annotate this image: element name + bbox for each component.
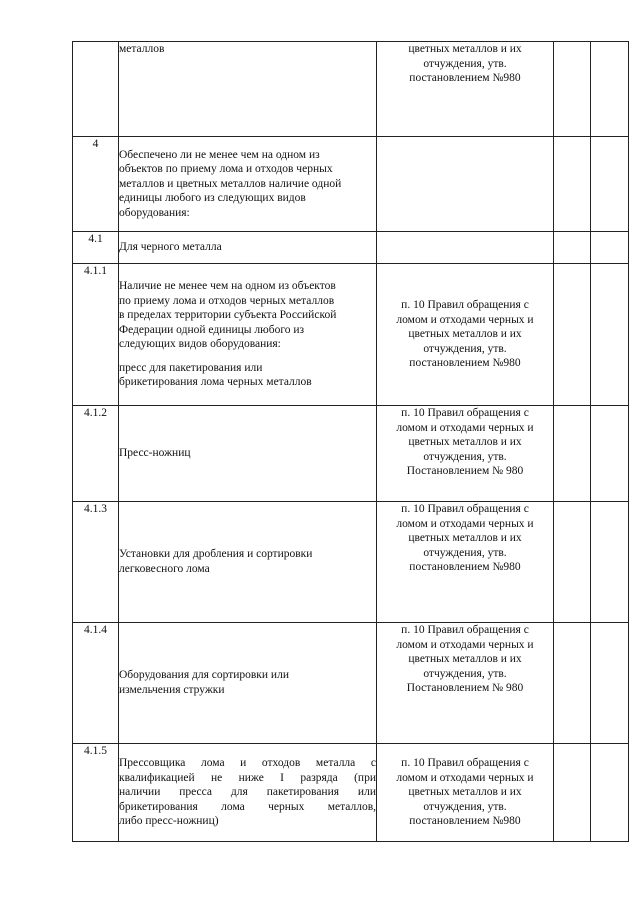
requirement-text: Пресс-ножниц	[119, 447, 191, 460]
requirement-cell	[119, 232, 377, 264]
checklist-table	[72, 41, 629, 842]
legal-reference-cell	[377, 744, 554, 842]
legal-reference-cell	[377, 42, 554, 137]
answer-cell-a[interactable]	[554, 137, 591, 232]
requirement-cell	[119, 42, 377, 137]
requirement-text: Наличие не менее чем на одном из объектов	[119, 279, 336, 292]
reference-text: цветных металлов и их	[408, 436, 522, 449]
table-row	[73, 42, 629, 137]
reference-text: ломом и отходами черных и	[396, 771, 534, 784]
legal-reference-cell	[377, 623, 554, 744]
reference-text: п. 10 Правил обращения с	[401, 503, 529, 515]
reference-text: постановлением №980	[409, 561, 521, 574]
table-row	[73, 264, 629, 406]
reference-text: постановлением №980	[409, 357, 521, 370]
requirement-text: оборудования:	[119, 206, 190, 219]
requirement-cell	[119, 406, 377, 502]
reference-text: Постановлением № 980	[406, 465, 524, 478]
requirement-text: Федерации одной единицы любого из	[119, 323, 305, 336]
requirement-text: пресс для пакетирования или	[119, 361, 263, 374]
table-row	[73, 502, 629, 623]
answer-cell-b[interactable]	[591, 42, 629, 137]
answer-cell-a[interactable]	[554, 42, 591, 137]
reference-text: ломом и отходами черных и	[396, 517, 534, 530]
table-row	[73, 232, 629, 264]
requirement-text: в пределах территории субъекта Российской	[119, 309, 337, 322]
reference-text: п. 10 Правил обращения с	[401, 757, 529, 770]
requirement-text: брикетирования лома черных металлов	[119, 376, 312, 389]
item-number: 4.1.1	[73, 264, 119, 406]
reference-text: постановлением №980	[409, 815, 521, 828]
requirement-text: либо пресс-ножниц)	[119, 815, 219, 828]
legal-reference-cell	[377, 232, 554, 264]
reference-text: отчуждения, утв.	[423, 342, 507, 355]
reference-text: отчуждения, утв.	[423, 800, 507, 813]
legal-reference-cell	[377, 502, 554, 623]
requirement-text: металлов	[119, 43, 165, 55]
answer-cell-b[interactable]	[591, 406, 629, 502]
requirement-text: Обеспечено ли не менее чем на одном из	[119, 148, 320, 161]
requirement-text: по приему лома и отходов черных металлов	[119, 294, 335, 307]
answer-cell-b[interactable]	[591, 744, 629, 842]
answer-cell-b[interactable]	[591, 232, 629, 264]
answer-cell-b[interactable]	[591, 502, 629, 623]
requirement-text: объектов по приему лома и отходов черных	[119, 163, 333, 176]
reference-text: цветных металлов и их	[408, 328, 522, 341]
answer-cell-b[interactable]	[591, 264, 629, 406]
legal-reference-cell	[377, 137, 554, 232]
requirement-cell	[119, 137, 377, 232]
requirement-text: наличии пресса для пакетирования или	[119, 786, 376, 799]
reference-text: ломом и отходами черных и	[396, 313, 534, 326]
answer-cell-b[interactable]	[591, 137, 629, 232]
requirement-text: единицы любого из следующих видов	[119, 192, 306, 205]
reference-text: п. 10 Правил обращения с	[401, 299, 529, 312]
answer-cell-a[interactable]	[554, 406, 591, 502]
reference-text: ломом и отходами черных и	[396, 638, 534, 651]
requirement-text: квалификацией не ниже I разряда (при	[119, 771, 376, 784]
reference-text: цветных металлов и их	[408, 532, 522, 545]
table-row	[73, 744, 629, 842]
requirement-cell	[119, 623, 377, 744]
legal-reference-cell	[377, 406, 554, 502]
table-row	[73, 623, 629, 744]
item-number: 4	[73, 137, 119, 232]
reference-text: отчуждения, утв.	[423, 546, 507, 559]
table-row	[73, 406, 629, 502]
requirement-text: брикетирования лома черных металлов,	[119, 800, 376, 813]
reference-text: п. 10 Правил обращения с	[401, 624, 529, 636]
reference-text: отчуждения, утв.	[423, 450, 507, 463]
requirement-text: легковесного лома	[119, 563, 210, 575]
answer-cell-a[interactable]	[554, 623, 591, 744]
requirement-cell	[119, 502, 377, 623]
item-number: 4.1.4	[73, 623, 119, 744]
answer-cell-a[interactable]	[554, 232, 591, 264]
reference-text: Постановлением № 980	[406, 682, 524, 695]
requirement-cell	[119, 744, 377, 842]
reference-text: отчуждения, утв.	[423, 57, 507, 70]
answer-cell-a[interactable]	[554, 264, 591, 406]
answer-cell-b[interactable]	[591, 623, 629, 744]
reference-text: ломом и отходами черных и	[396, 421, 534, 434]
item-number: 4.1.2	[73, 406, 119, 502]
paragraph-gap	[119, 352, 376, 361]
item-number	[73, 42, 119, 137]
reference-text: постановлением №980	[409, 72, 521, 85]
item-number: 4.1.5	[73, 744, 119, 842]
reference-text: отчуждения, утв.	[423, 667, 507, 680]
requirement-text: Для черного металла	[119, 241, 222, 254]
item-number: 4.1	[73, 232, 119, 264]
answer-cell-a[interactable]	[554, 744, 591, 842]
requirement-text: следующих видов оборудования:	[119, 338, 281, 351]
reference-text: цветных металлов и их	[408, 786, 522, 799]
requirement-text: Оборудования для сортировки или	[119, 669, 289, 682]
answer-cell-a[interactable]	[554, 502, 591, 623]
reference-text: цветных металлов и их	[408, 43, 522, 55]
requirement-text: Установки для дробления и сортировки	[119, 548, 313, 561]
requirement-text: измельчения стружки	[119, 684, 225, 696]
requirement-cell	[119, 264, 377, 406]
requirement-text: металлов и цветных металлов наличие одной	[119, 177, 342, 190]
reference-text: п. 10 Правил обращения с	[401, 407, 529, 419]
table-row	[73, 137, 629, 232]
requirement-text: Прессовщика лома и отходов металла с	[119, 757, 376, 770]
item-number: 4.1.3	[73, 502, 119, 623]
legal-reference-cell	[377, 264, 554, 406]
reference-text: цветных металлов и их	[408, 653, 522, 666]
